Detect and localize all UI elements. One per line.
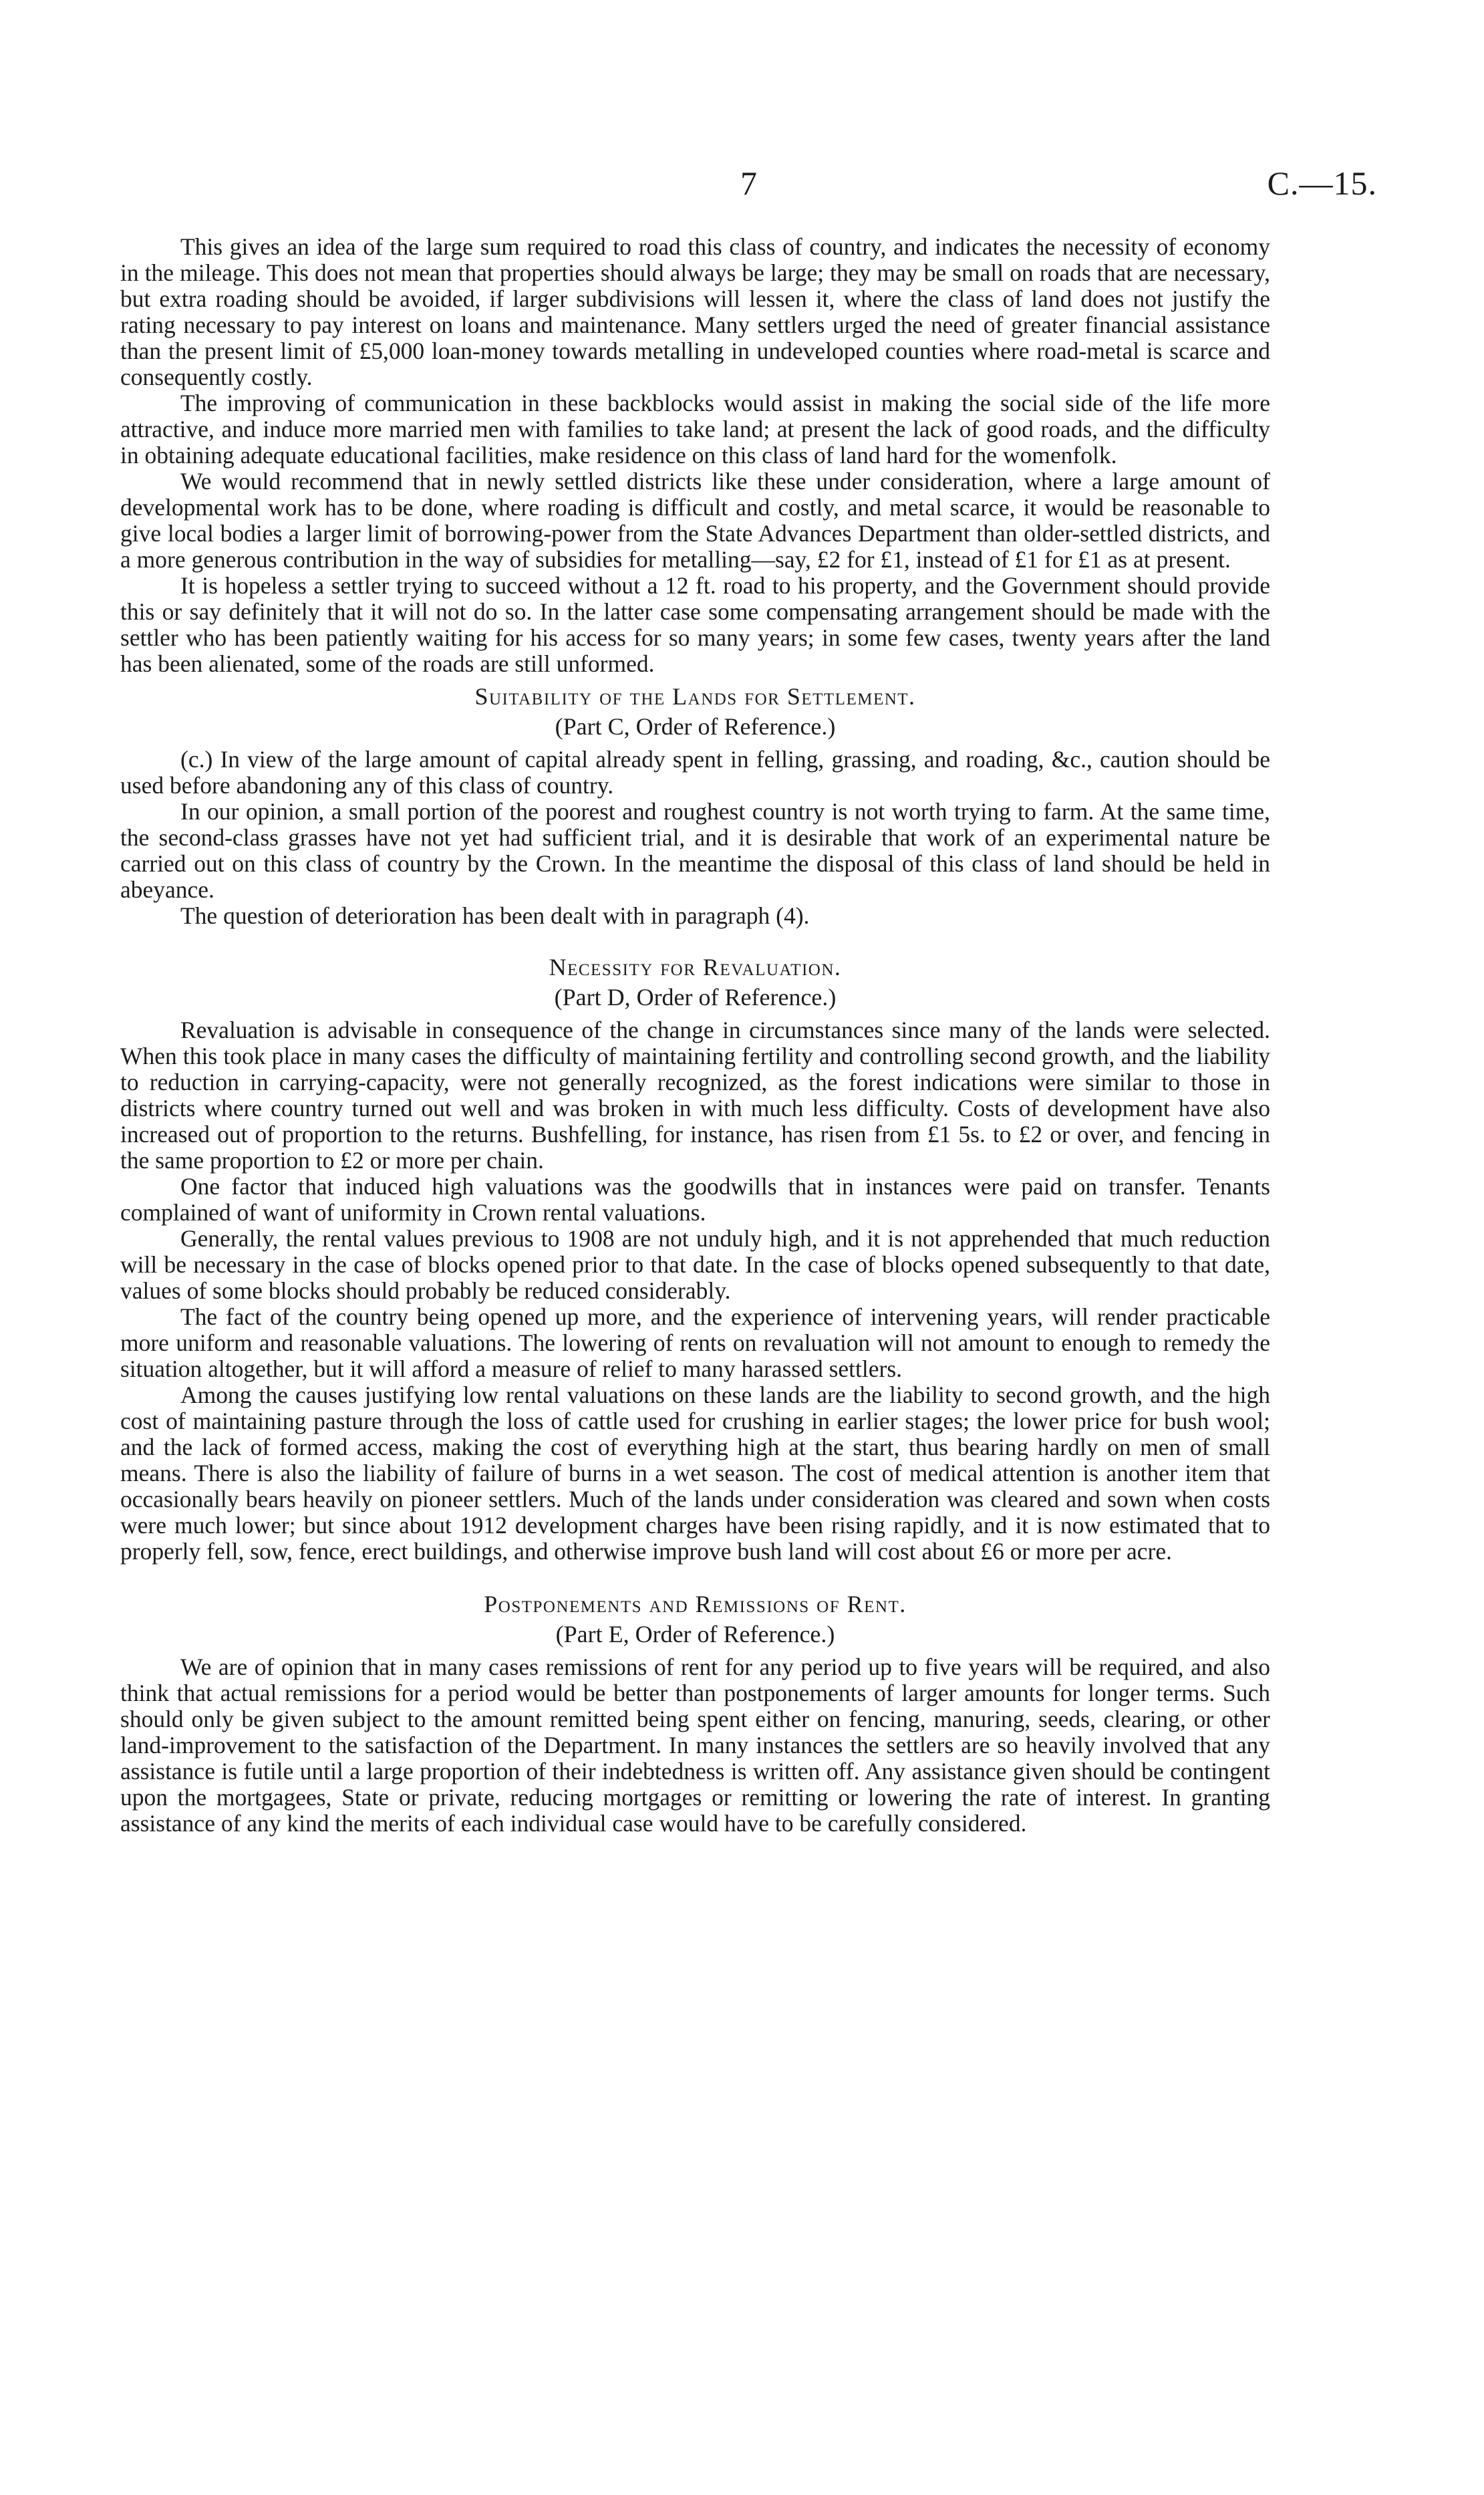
section-heading-suitability: Suitability of the Lands for Settlement. [474,683,916,710]
body-paragraph: It is hopeless a settler trying to succeed without a 12 ft. road to his property, and the Government should provide this or say definitely that it will not do so. In the latter case some compensating arrangement should be made with the settler who has been patiently waiting for his access for so many years; in some few cases, twenty years after the land has been alienated, some of the roads are still unformed. [120,572,1270,677]
body-paragraph: Revaluation is advisable in consequence of the change in circumstances since many of the lands were selected. When this took place in many cases the difficulty of maintaining fertility and controlling second growth, and the liability to reduction in carrying-capacity, were not generally recognized, as the forest indications were similar to those in districts where country turned out well and was broken in with much less difficulty. Costs of development have also increased out of proportion to the returns. Bushfelling, for instance, has risen from £1 5s. to £2 or over, and fencing in the same proportion to £2 or more per chain. [120,1017,1270,1174]
body-paragraph: We would recommend that in newly settled districts like these under consideration, where a large amount of developmental work has to be done, where roading is difficult and costly, and metal scarce, it would be reasonable to give local bodies a larger limit of borrowing-power from the State Advances Department than older-settled districts, and a more generous contribution in the way of subsidies for metalling—say, £2 for £1, instead of £1 for £1 as at present. [120,468,1270,573]
section-heading-revaluation: Necessity for Revaluation. [549,954,842,980]
body-paragraph: In our opinion, a small portion of the poorest and roughest country is not worth trying to farm. At the same time, the second-class grasses have not yet had sufficient trial, and it is desirable that work of an experimental nature be carried out on this class of country by the Crown. In the meantime the disposal of this class of land should be held in abeyance. [120,798,1270,903]
page-number: 7 [740,164,757,202]
document-reference: C.—15. [1267,164,1377,202]
body-paragraph: Among the causes justifying low rental valuations on these lands are the liability to second growth, and the high cost of maintaining pasture through the loss of cattle used for crushing in earlier stages; the lower price for bush wool; and the lack of formed access, making the cost of everything high at the start, thus bearing hardly on men of small means. There is also the liability of failure of burns in a wet season. The cost of medical attention is another item that occasionally bears heavily on pioneer settlers. Much of the lands under consideration was cleared and sown when costs were much lower; but since about 1912 development charges have been rising rapidly, and it is now estimated that to properly fell, sow, fence, erect buildings, and otherwise improve bush land will cost about £6 or more per acre. [120,1382,1270,1565]
section-heading-postponements: Postponements and Remissions of Rent. [484,1591,907,1617]
section-subheading-revaluation: (Part D, Order of Reference.) [554,984,837,1011]
body-paragraph: We are of opinion that in many cases remissions of rent for any period up to five years will be required, and also think that actual remissions for a period would be better than postponements of larger amounts for longer terms. Such should only be given subject to the amount remitted being spent either on fencing, manuring, seeds, clearing, or other land-improvement to the satisfaction of the Department. In many instances the settlers are so heavily involved that any assistance is futile until a large proportion of their indebtedness is written off. Any assistance given should be contingent upon the mortgagees, State or private, reducing mortgages or remitting or lowering the rate of interest. In granting assistance of any kind the merits of each individual case would have to be carefully considered. [120,1654,1270,1837]
section-subheading-postponements: (Part E, Order of Reference.) [555,1621,835,1648]
body-paragraph: The question of deterioration has been dealt with in paragraph (4). [180,902,810,929]
body-paragraph: This gives an idea of the large sum required to road this class of country, and indicates the necessity of economy in the mileage. This does not mean that properties should always be large; they may be small on roads that are necessary, but extra roading should be avoided, if larger subdivisions will lessen it, where the class of land does not justify the rating necessary to pay interest on loans and maintenance. Many settlers urged the need of greater financial assistance than the present limit of £5,000 loan-money towards metalling in undeveloped counties where road-metal is scarce and consequently costly. [120,233,1270,390]
section-subheading-suitability: (Part C, Order of Reference.) [555,713,836,740]
body-paragraph: Generally, the rental values previous to 1908 are not unduly high, and it is not apprehended that much reduction will be necessary in the case of blocks opened prior to that date. In the case of blocks opened subsequently to that date, values of some blocks should probably be reduced considerably. [120,1225,1270,1304]
document-body [120,234,1270,1837]
page-header [120,164,1377,211]
body-paragraph: The fact of the country being opened up more, and the experience of intervening years, will render practicable more uniform and reasonable valuations. The lowering of rents on revaluation will not amount to enough to remedy the situation altogether, but it will afford a measure of relief to many harassed settlers. [120,1303,1270,1382]
body-paragraph: The improving of communication in these backblocks would assist in making the social side of the life more attractive, and induce more married men with families to take land; at present the lack of good roads, and the difficulty in obtaining adequate educational facilities, make residence on this class of land hard for the womenfolk. [120,390,1270,469]
body-paragraph: (c.) In view of the large amount of capital already spent in felling, grassing, and roading, &c., caution should be used before abandoning any of this class of country. [120,746,1270,799]
body-paragraph: One factor that induced high valuations was the goodwills that in instances were paid on transfer. Tenants complained of want of uniformity in Crown rental valuations. [120,1173,1270,1226]
